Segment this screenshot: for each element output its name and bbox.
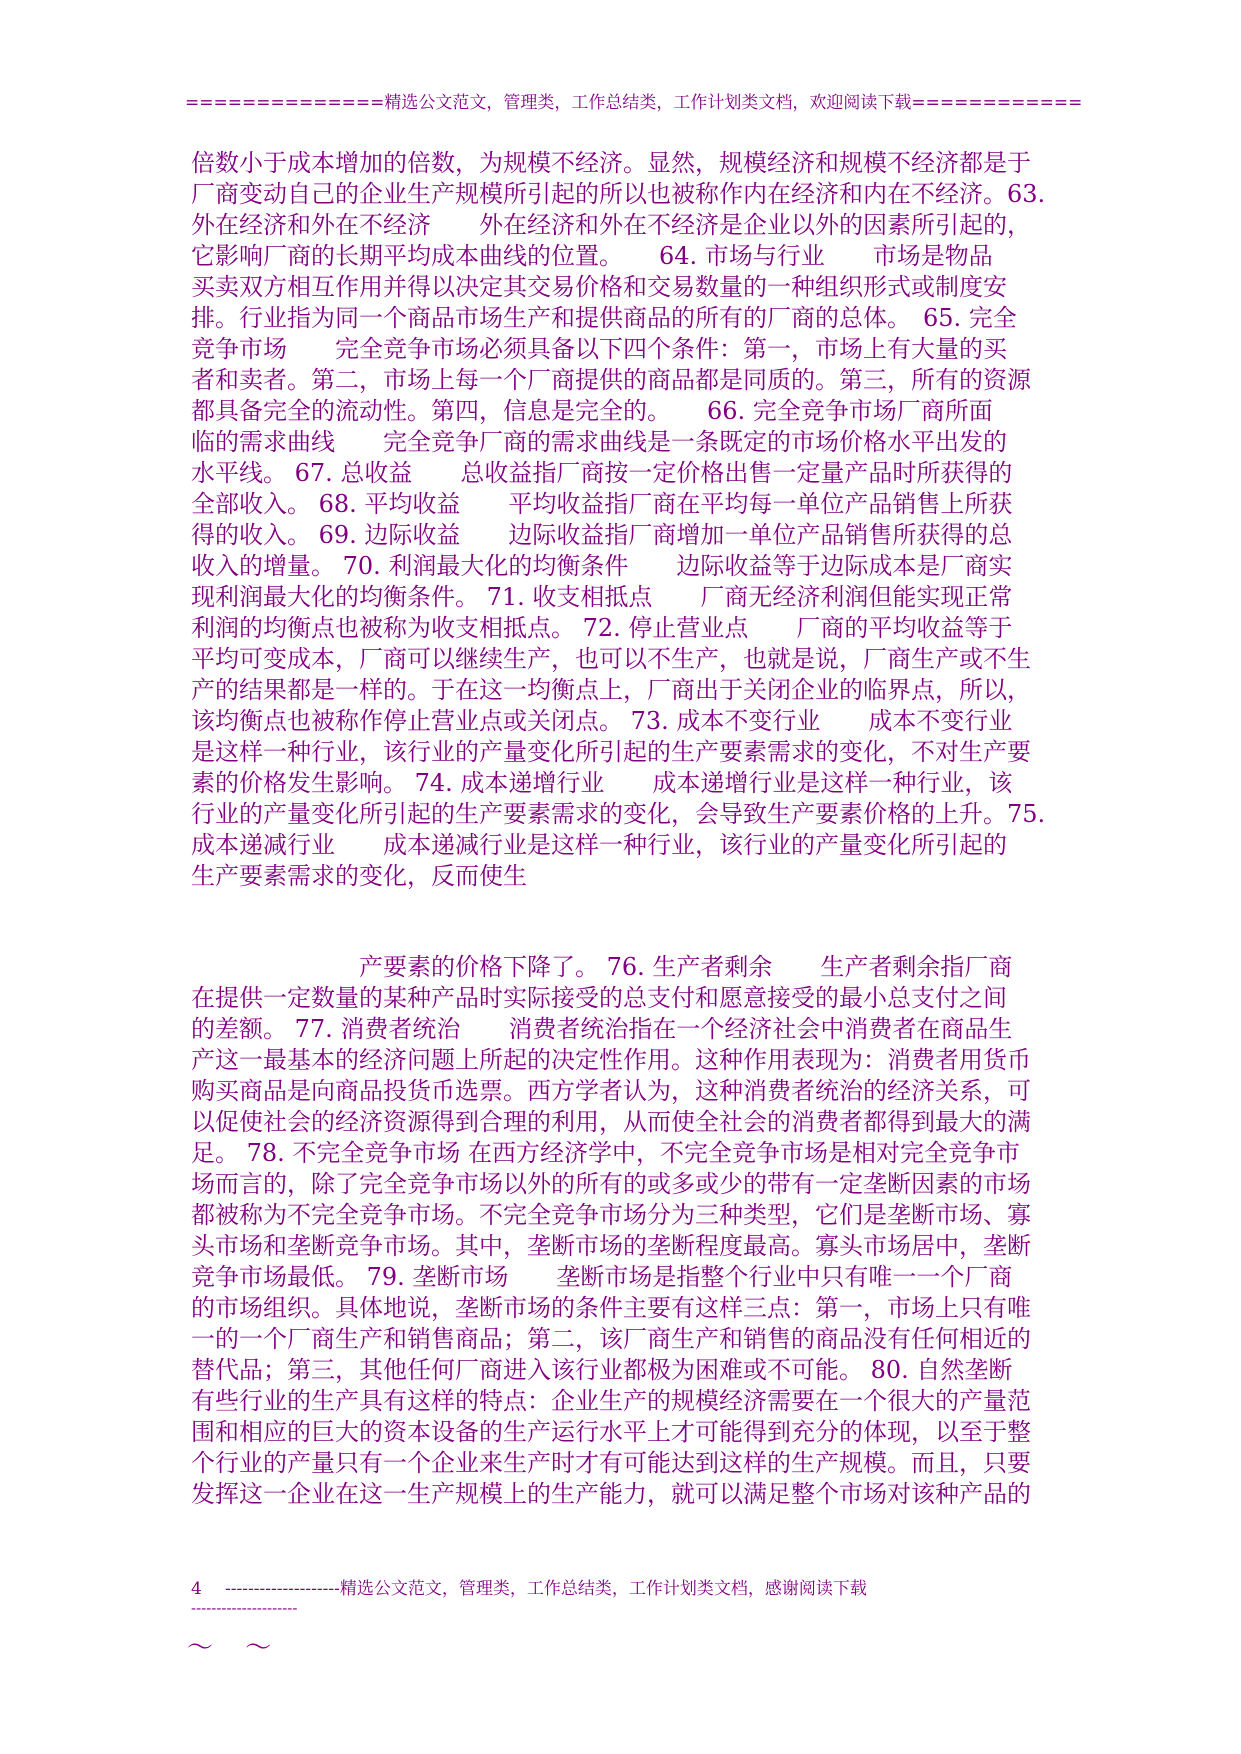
text-line: 买卖双方相互作用并得以决定其交易价格和交易数量的一种组织形式或制度安	[191, 273, 1007, 301]
text-line: 都具备完全的流动性。第四，信息是完全的。 66. 完全竞争市场厂商所面	[191, 397, 993, 425]
body-paragraph-1	[191, 148, 1061, 892]
footer-dashes: ---------------------	[191, 1599, 298, 1617]
text-line: 以促使社会的经济资源得到合理的利用，从而使全社会的消费者都得到最大的满	[191, 1108, 1031, 1136]
text-line: 购买商品是向商品投货币选票。西方学者认为，这种消费者统治的经济关系，可	[191, 1077, 1031, 1105]
footer-tilde: ～ ～	[187, 1633, 272, 1663]
text-line: 围和相应的巨大的资本设备的生产运行水平上才可能得到充分的体现，以至于整	[191, 1418, 1031, 1446]
text-line: 的差额。 77. 消费者统治 消费者统治指在一个经济社会中消费者在商品生	[191, 1015, 1013, 1043]
text-line: 有些行业的生产具有这样的特点：企业生产的规模经济需要在一个很大的产量范	[191, 1387, 1031, 1415]
text-line: 产要素的价格下降了。 76. 生产者剩余 生产者剩余指厂商	[191, 953, 1013, 981]
text-line: 头市场和垄断竞争市场。其中，垄断市场的垄断程度最高。寡头市场居中，垄断	[191, 1232, 1031, 1260]
text-line: 场而言的，除了完全竞争市场以外的所有的或多或少的带有一定垄断因素的市场	[191, 1170, 1031, 1198]
text-line: 它影响厂商的长期平均成本曲线的位置。 64. 市场与行业 市场是物品	[191, 242, 993, 270]
text-line: 是这样一种行业，该行业的产量变化所引起的生产要素需求的变化，不对生产要	[191, 738, 1031, 766]
text-line: 者和卖者。第二，市场上每一个厂商提供的商品都是同质的。第三，所有的资源	[191, 366, 1031, 394]
text-line: 外在经济和外在不经济 外在经济和外在不经济是企业以外的因素所引起的，	[191, 211, 1031, 239]
page-number: 4	[191, 1579, 202, 1599]
text-line: 竞争市场 完全竞争市场必须具备以下四个条件：第一，市场上有大量的买	[191, 335, 1007, 363]
text-line: 素的价格发生影响。 74. 成本递增行业 成本递增行业是这样一种行业，该	[191, 769, 1013, 797]
text-line: 该均衡点也被称作停止营业点或关闭点。 73. 成本不变行业 成本不变行业	[191, 707, 1013, 735]
text-line: 产这一最基本的经济问题上所起的决定性作用。这种作用表现为：消费者用货币	[191, 1046, 1031, 1074]
text-line: 一的一个厂商生产和销售商品；第二，该厂商生产和销售的商品没有任何相近的	[191, 1325, 1031, 1353]
text-line: 产的结果都是一样的。于在这一均衡点上，厂商出于关闭企业的临界点，所以，	[191, 676, 1031, 704]
text-line: 都被称为不完全竞争市场。不完全竞争市场分为三种类型，它们是垄断市场、寡	[191, 1201, 1031, 1229]
text-line: 行业的产量变化所引起的生产要素需求的变化，会导致生产要素价格的上升。75.	[191, 800, 1046, 828]
text-line: 成本递减行业 成本递减行业是这样一种行业，该行业的产量变化所引起的	[191, 831, 1007, 859]
text-line: 替代品；第三，其他任何厂商进入该行业都极为困难或不可能。 80. 自然垄断	[191, 1356, 1013, 1384]
text-line: 在提供一定数量的某种产品时实际接受的总支付和愿意接受的最小总支付之间	[191, 984, 1007, 1012]
text-line: 厂商变动自己的企业生产规模所引起的所以也被称作内在经济和内在不经济。63.	[191, 180, 1046, 208]
footer-text: --------------------精选公文范文，管理类，工作总结类，工作计划类文档，感谢阅读下载	[225, 1579, 867, 1599]
page-header-banner: ==============精选公文范文，管理类，工作总结类，工作计划类文档，欢迎阅读下载============	[185, 93, 1083, 113]
text-line: 收入的增量。 70. 利润最大化的均衡条件 边际收益等于边际成本是厂商实	[191, 552, 1013, 580]
text-line: 利润的均衡点也被称为收支相抵点。 72. 停止营业点 厂商的平均收益等于	[191, 614, 1013, 642]
text-line: 得的收入。 69. 边际收益 边际收益指厂商增加一单位产品销售所获得的总	[191, 521, 1013, 549]
text-line: 生产要素需求的变化，反而使生	[191, 862, 527, 890]
page-footer	[191, 1574, 867, 1599]
text-line: 现利润最大化的均衡条件。 71. 收支相抵点 厂商无经济利润但能实现正常	[191, 583, 1013, 611]
text-line: 个行业的产量只有一个企业来生产时才有可能达到这样的生产规模。而且，只要	[191, 1449, 1031, 1477]
text-line: 的市场组织。具体地说，垄断市场的条件主要有这样三点：第一，市场上只有唯	[191, 1294, 1031, 1322]
text-line: 发挥这一企业在这一生产规模上的生产能力，就可以满足整个市场对该种产品的	[191, 1480, 1031, 1508]
text-line: 足。 78. 不完全竞争市场 在西方经济学中，不完全竞争市场是相对完全竞争市	[191, 1139, 1021, 1167]
text-line: 竞争市场最低。 79. 垄断市场 垄断市场是指整个行业中只有唯一一个厂商	[191, 1263, 1013, 1291]
text-line: 平均可变成本，厂商可以继续生产，也可以不生产，也就是说，厂商生产或不生	[191, 645, 1031, 673]
text-line: 倍数小于成本增加的倍数，为规模不经济。显然，规模经济和规模不经济都是于	[191, 149, 1031, 177]
text-line: 水平线。 67. 总收益 总收益指厂商按一定价格出售一定量产品时所获得的	[191, 459, 1013, 487]
text-line: 排。行业指为同一个商品市场生产和提供商品的所有的厂商的总体。 65. 完全	[191, 304, 1017, 332]
text-line: 临的需求曲线 完全竞争厂商的需求曲线是一条既定的市场价格水平出发的	[191, 428, 1007, 456]
text-line: 全部收入。 68. 平均收益 平均收益指厂商在平均每一单位产品销售上所获	[191, 490, 1013, 518]
body-paragraph-2	[191, 952, 1061, 1510]
